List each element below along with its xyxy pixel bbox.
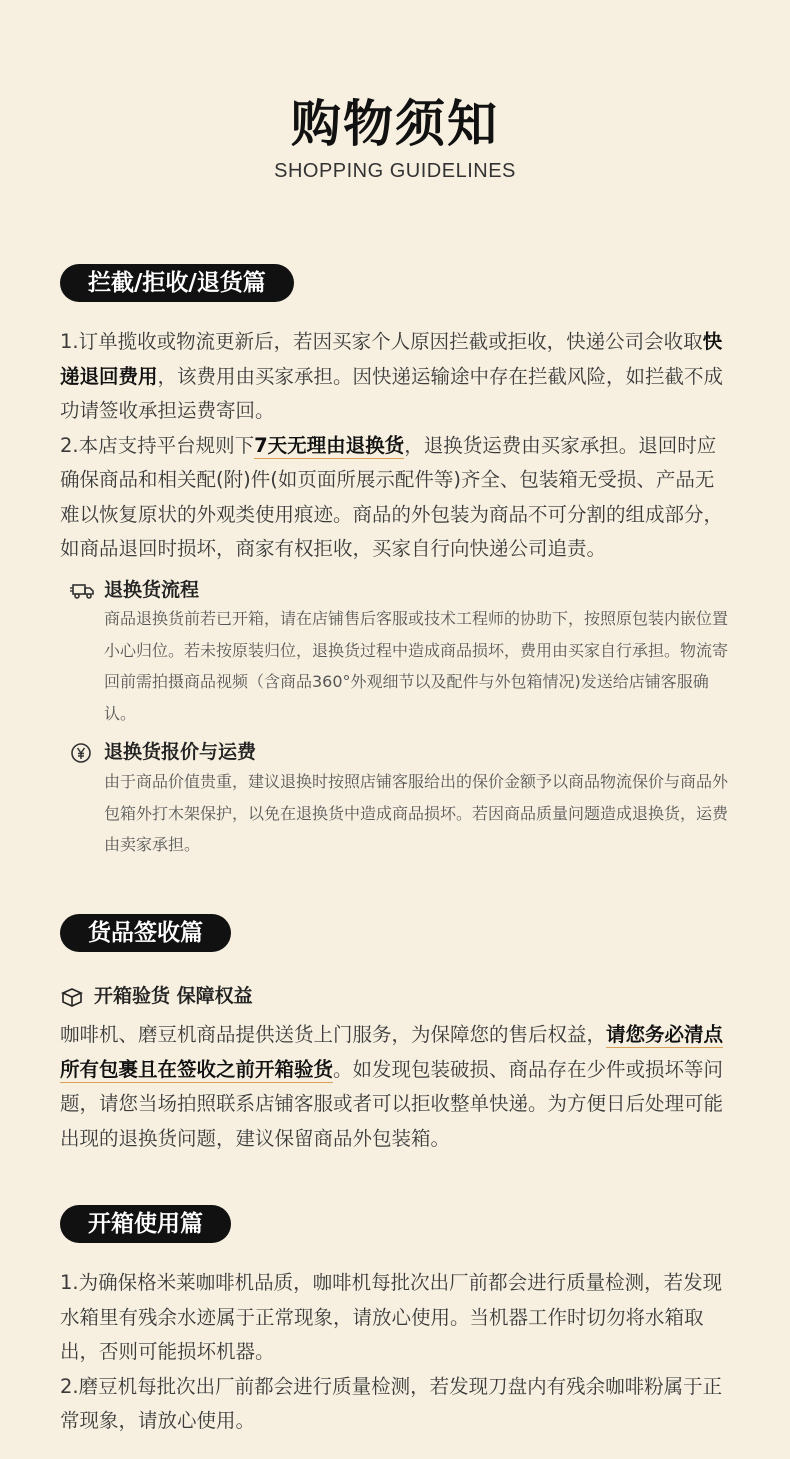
section-pill-usage: 开箱使用篇 [60, 1205, 231, 1243]
page-subtitle: SHOPPING GUIDELINES [274, 160, 516, 182]
section-pill-receipt: 货品签收篇 [60, 914, 231, 952]
box-icon [60, 986, 86, 1008]
receipt-text: 咖啡机、磨豆机商品提供送货上门服务，为保障您的售后权益，请您务必清点所有包裹且在签收之前开箱验货。如发现包装破损、商品存在少件或损坏等问题，请您当场拍照联系店铺客服或者可以拒收整单快递。为方便日后处理可能出现的退换货问题，建议保留商品外包装箱。 [60, 1023, 724, 1150]
yen-icon [70, 742, 96, 764]
page-title: 购物须知 [291, 95, 499, 153]
return-fee-heading: 退换货报价与运费 [70, 738, 256, 766]
section-pill-return: 拦截/拒收/退货篇 [60, 264, 294, 302]
truck-icon [70, 580, 96, 602]
return-fee-text: 由于商品价值贵重，建议退换时按照店铺客服给出的保价金额予以商品物流保价与商品外包箱外打木架保护，以免在退换货中造成商品损坏。若因商品质量问题造成退换货，运费由卖家承担。 [104, 772, 729, 854]
return-policy-text [60, 325, 732, 567]
usage-text [60, 1266, 732, 1439]
usage-paragraph-2: 2.磨豆机每批次出厂前都会进行质量检测，若发现刀盘内有残余咖啡粉属于正常现象，请放心使用。 [60, 1374, 723, 1432]
return-process-heading: 退换货流程 [70, 576, 199, 604]
usage-paragraph-1: 1.为确保格米莱咖啡机品质，咖啡机每批次出厂前都会进行质量检测，若发现水箱里有残余水迹属于正常现象，请放心使用。当机器工作时切勿将水箱取出，否则可能损坏机器。 [60, 1271, 723, 1363]
unbox-inspect-heading: 开箱验货 保障权益 [60, 982, 253, 1010]
return-policy-paragraph-1: 1.订单揽收或物流更新后，若因买家个人原因拦截或拒收，快递公司会收取快递退回费用，该费用由买家承担。因快递运输途中存在拦截风险，如拦截不成功请签收承担运费寄回。 [60, 330, 724, 422]
return-process-text: 商品退换货前若已开箱，请在店铺售后客服或技术工程师的协助下，按照原包装内嵌位置小心归位。若未按原装归位，退换货过程中造成商品损坏，费用由买家自行承担。物流寄回前需拍摄商品视频（含商品360°外观细节以及配件与外包箱情况)发送给店铺客服确认。 [104, 609, 729, 723]
return-policy-paragraph-2: 2.本店支持平台规则下7天无理由退换货，退换货运费由买家承担。退回时应确保商品和相关配(附)件(如页面所展示配件等)齐全、包装箱无受损、产品无难以恢复原状的外观类使用痕迹。商品的外包装为商品不可分割的组成部分，如商品退回时损坏，商家有权拒收，买家自行向快递公司追责。 [60, 433, 724, 560]
